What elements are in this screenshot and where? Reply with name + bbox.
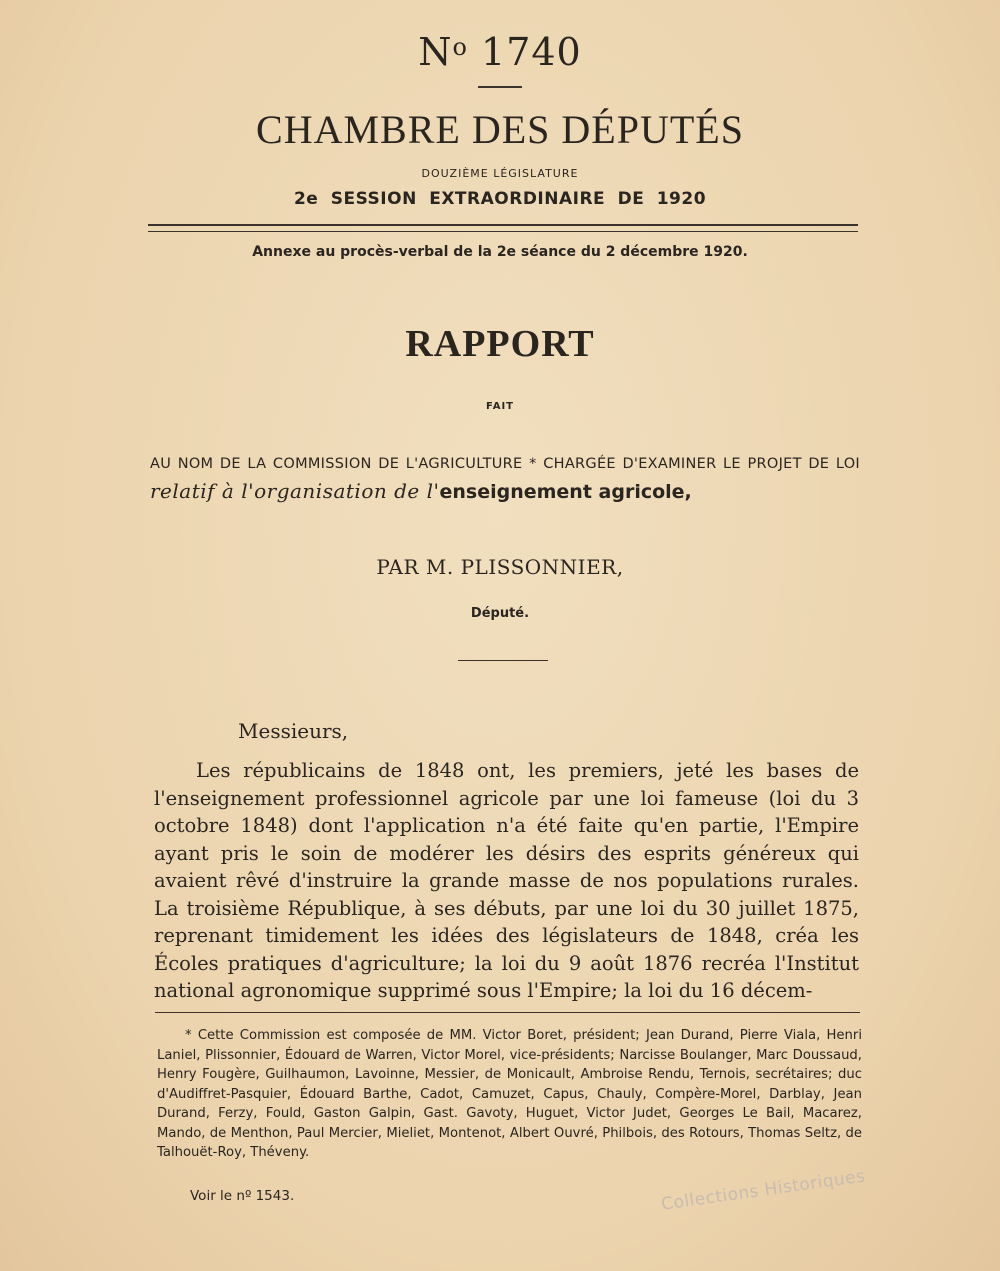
body-paragraph: Les républicains de 1848 ont, les premiers, jeté les bases de l'enseignement professionnel agricole par une loi fameuse (loi du 3 octobre 1848) dont l'application n'a été faite qu'en partie, l'Empire ayant pris le soin de modérer les désirs des esprits généreux qui avaient rêvé d'instruire la grande masse de nos populations rurales. La troisième République, à ses débuts, par une loi du 30 juillet 1875, reprenant timidement les idées des législateurs de 1848, créa les Écoles pratiques d'agriculture; la loi du 9 août 1876 recréa l'Institut national agronomique supprimé sous l'Empire; la loi du 16 décem- [154,759,859,1002]
footnote: * Cette Commission est composée de MM. Victor Boret, président; Jean Durand, Pierre Viala, Henri Laniel, Plissonnier, Édouard de Warren, Victor Morel, vice-présidents; Narcisse Boulanger, Marc Doussaud, Henry Fougère, Guilhaumon, Lavoinne, Messier, de Monicault, Ambroise Rendu, Ternois, secrétaires; duc d'Audiffret-Pasquier, Édouard Barthe, Cadot, Camuzet, Capus, Chauly, Compère-Morel, Darblay, Jean Durand, Ferzy, Fould, Gaston Galpin, Gast. Gavoty, Huguet, Victor Judet, Georges Le Bail, Macarez, Mando, de Menthon, Paul Mercier, Mieliet, Montenot, Albert Ouvré, Philbois, des Rotours, Thomas Seltz, de Talhouët-Roy, Théveny. [157,1028,862,1160]
author-title: Député. [470,606,530,621]
session-label: 2e SESSION EXTRAORDINAIRE DE 1920 [293,189,707,209]
collection-stamp: Collections Historiques [660,1166,867,1215]
report-title: RAPPORT [405,323,595,365]
header-double-rule [148,224,858,232]
see-reference: Voir le nº 1543. [190,1188,295,1204]
commission-bold: enseignement agricole, [439,481,692,503]
chamber-title: CHAMBRE DES DÉPUTÉS [256,107,744,152]
commission-italic: relatif à l'organisation de l' [150,479,440,503]
fait-label: FAIT [486,401,514,412]
section-rule [458,660,548,661]
legislature-label: DOUZIÈME LÉGISLATURE [421,167,579,180]
salutation: Messieurs, [238,719,349,743]
footnote-rule [155,1012,860,1013]
commission-text: AU NOM DE LA COMMISSION DE L'AGRICULTURE * CHARGÉE D'EXAMINER LE PROJET DE LOI [150,456,860,472]
document-number: $N^o$ 1740 [418,30,582,74]
annexe-line: Annexe au procès-verbal de la 2e séance du 2 décembre 1920. [252,244,748,260]
commission-heading [150,451,860,508]
author-line: PAR M. PLISSONNIER, [376,555,624,579]
header-rule [478,86,522,88]
